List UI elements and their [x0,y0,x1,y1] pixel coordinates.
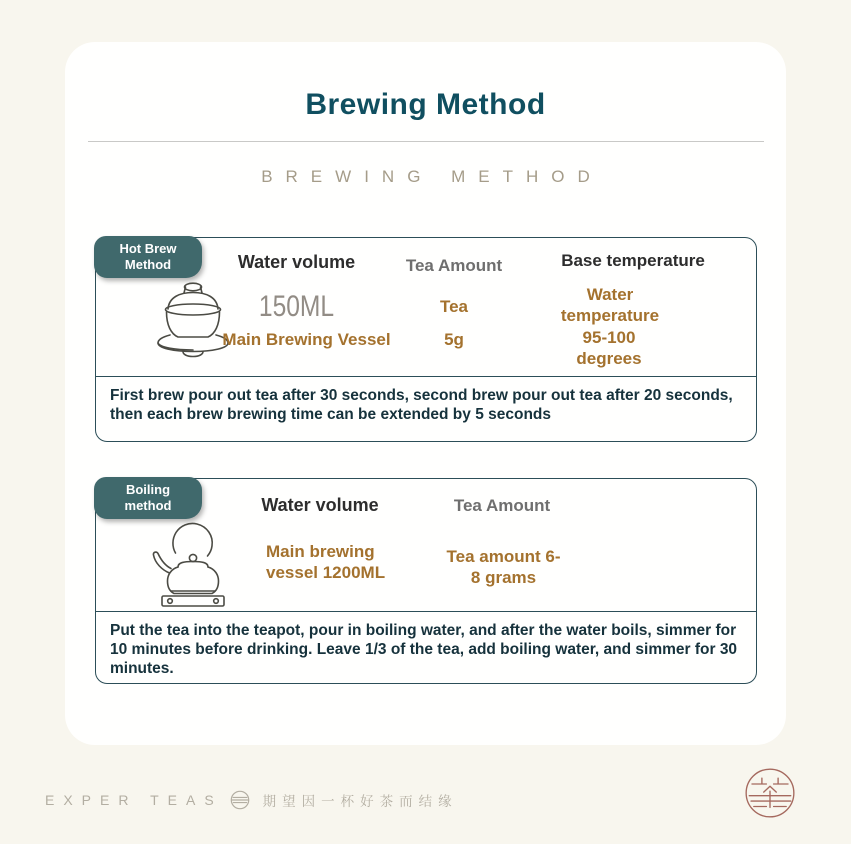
hot-brew-card [95,237,757,442]
tea-6-8-grams-value: Tea amount 6-8 grams [446,547,561,588]
brand-tagline: 期望因一杯好茶而结缘 [262,794,458,809]
column-water-volume-2 [240,495,400,516]
tea-amount-header: Tea Amount [405,256,503,275]
boiling-badge: Boiling method [94,477,202,519]
hot-brew-note: First brew pour out tea after 30 seconds, second brew pour out tea after 20 seconds, then each brew brewing time can be extended by 5 seconds [96,376,756,441]
title-divider [88,141,764,142]
tea-emblem-icon [743,766,797,820]
water-temperature-label [551,284,669,327]
base-temperature-header: Base temperature [561,251,705,270]
water-volume-value: 150ML [258,290,335,323]
temperature-range [564,327,654,370]
column-base-temperature [543,251,723,271]
page-subtitle: BREWING METHOD [261,167,603,186]
water-volume-header: Water volume [237,252,356,272]
column-tea-amount [394,256,514,276]
tea-bowl-icon [229,789,251,811]
water-volume-vessel [204,329,409,350]
tea-label [394,296,514,317]
boiling-card [95,478,757,684]
column-water-volume [214,252,379,273]
main-brewing-vessel-label: Main Brewing Vessel [222,330,391,349]
water-volume-header-2: Water volume [261,495,379,515]
tea-amount-grams-2 [446,546,561,589]
water-temperature-value: Water temperature [560,285,660,326]
boiling-note: Put the tea into the teapot, pour in boiling water, and after the water boils, simmer for 10 minutes before drinking. Leave 1/3 of the tea, add boiling water, and simmer for 30 minutes. [96,611,756,683]
footer [45,789,458,811]
tea-amount-header-2: Tea Amount [453,496,551,515]
water-volume-amount [214,290,379,324]
tea-grams [394,329,514,350]
page-title: Brewing Method [305,88,546,121]
column-tea-amount-2 [432,496,572,516]
vessel-1200ml-value: Main brewing vessel 1200ML [266,542,386,583]
temperature-range-value: 95-100 degrees [576,328,642,369]
main-brewing-vessel-2 [266,541,406,584]
tea-value: Tea [439,297,469,316]
hot-brew-badge: Hot Brew Method [94,236,202,278]
brand-name: EXPER TEAS [45,792,223,808]
kettle-icon [138,511,238,612]
tea-grams-value: 5g [444,330,464,349]
